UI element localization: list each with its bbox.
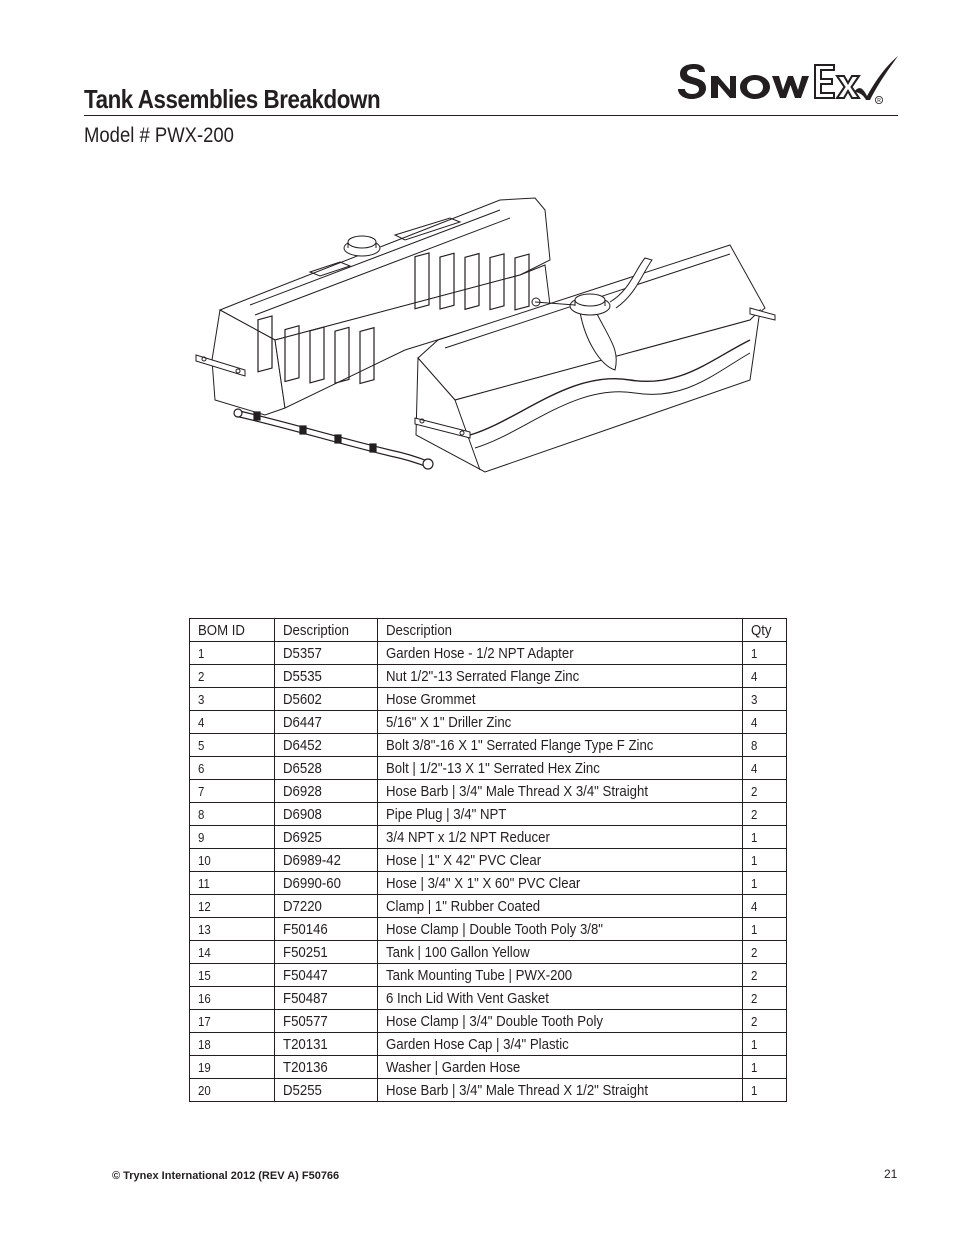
cell-qty: 1	[742, 918, 786, 941]
cell-bom-id: 20	[190, 1079, 275, 1102]
cell-bom-id: 9	[190, 826, 275, 849]
cell-qty: 1	[742, 872, 786, 895]
cell-part-number: D6447	[274, 711, 377, 734]
cell-part-number: D6528	[274, 757, 377, 780]
cell-qty: 3	[742, 688, 786, 711]
cell-description: Washer | Garden Hose	[378, 1056, 742, 1079]
cell-part-number: D5535	[274, 665, 377, 688]
cell-description: Clamp | 1" Rubber Coated	[378, 895, 742, 918]
cell-qty: 1	[742, 1056, 786, 1079]
cell-bom-id: 1	[190, 642, 275, 665]
cell-qty: 2	[742, 964, 786, 987]
cell-bom-id: 17	[190, 1010, 275, 1033]
cell-qty: 4	[742, 711, 786, 734]
cell-bom-id: 3	[190, 688, 275, 711]
table-row	[190, 895, 787, 918]
cell-part-number: F50447	[274, 964, 377, 987]
table-row	[190, 849, 787, 872]
cell-description: Bolt | 1/2"-13 X 1" Serrated Hex Zinc	[378, 757, 742, 780]
cell-bom-id: 2	[190, 665, 275, 688]
table-row	[190, 1079, 787, 1102]
header-description: Description	[378, 619, 742, 642]
cell-qty: 4	[742, 665, 786, 688]
cell-description: Hose Clamp | Double Tooth Poly 3/8"	[378, 918, 742, 941]
cell-part-number: D6928	[274, 780, 377, 803]
cell-part-number: D5357	[274, 642, 377, 665]
cell-description: 3/4 NPT x 1/2 NPT Reducer	[378, 826, 742, 849]
cell-bom-id: 5	[190, 734, 275, 757]
cell-qty: 1	[742, 826, 786, 849]
cell-qty: 4	[742, 895, 786, 918]
cell-qty: 2	[742, 941, 786, 964]
cell-description: Tank Mounting Tube | PWX-200	[378, 964, 742, 987]
footer-copyright: © Trynex International 2012 (REV A) F50766	[112, 1170, 340, 1182]
cell-description: Hose Barb | 3/4" Male Thread X 1/2" Straight	[378, 1079, 742, 1102]
cell-description: Hose Clamp | 3/4" Double Tooth Poly	[378, 1010, 742, 1033]
cell-bom-id: 4	[190, 711, 275, 734]
cell-part-number: F50577	[274, 1010, 377, 1033]
cell-description: Nut 1/2"-13 Serrated Flange Zinc	[378, 665, 742, 688]
cell-qty: 2	[742, 803, 786, 826]
cell-qty: 2	[742, 987, 786, 1010]
table-row	[190, 872, 787, 895]
header-part-number: Description	[274, 619, 377, 642]
table-row	[190, 757, 787, 780]
table-row	[190, 803, 787, 826]
cell-bom-id: 15	[190, 964, 275, 987]
cell-part-number: F50251	[274, 941, 377, 964]
cell-description: Bolt 3/8"-16 X 1" Serrated Flange Type F Zinc	[378, 734, 742, 757]
cell-description: Hose | 3/4" X 1" X 60" PVC Clear	[378, 872, 742, 895]
cell-bom-id: 8	[190, 803, 275, 826]
header-bom-id: BOM ID	[190, 619, 275, 642]
snowex-logo	[674, 52, 900, 108]
cell-part-number: D5255	[274, 1079, 377, 1102]
cell-description: 5/16" X 1" Driller Zinc	[378, 711, 742, 734]
cell-description: 6 Inch Lid With Vent Gasket	[378, 987, 742, 1010]
table-row	[190, 642, 787, 665]
table-row	[190, 665, 787, 688]
cell-qty: 1	[742, 642, 786, 665]
table-row	[190, 826, 787, 849]
table-row	[190, 734, 787, 757]
cell-description: Hose Barb | 3/4" Male Thread X 3/4" Straight	[378, 780, 742, 803]
cell-description: Hose | 1" X 42" PVC Clear	[378, 849, 742, 872]
cell-bom-id: 16	[190, 987, 275, 1010]
table-row	[190, 780, 787, 803]
cell-bom-id: 18	[190, 1033, 275, 1056]
connecting-hose	[234, 409, 433, 469]
cell-bom-id: 10	[190, 849, 275, 872]
cell-part-number: D7220	[274, 895, 377, 918]
cell-qty: 4	[742, 757, 786, 780]
cell-description: Garden Hose Cap | 3/4" Plastic	[378, 1033, 742, 1056]
cell-part-number: D6990-60	[274, 872, 377, 895]
header-rule	[84, 115, 898, 116]
table-row	[190, 688, 787, 711]
table-row	[190, 1010, 787, 1033]
cell-bom-id: 11	[190, 872, 275, 895]
cell-bom-id: 19	[190, 1056, 275, 1079]
tank-assembly-diagram	[190, 190, 780, 480]
cell-part-number: T20136	[274, 1056, 377, 1079]
cell-qty: 1	[742, 849, 786, 872]
cell-part-number: D6452	[274, 734, 377, 757]
cell-part-number: D6908	[274, 803, 377, 826]
cell-description: Hose Grommet	[378, 688, 742, 711]
table-row	[190, 711, 787, 734]
cell-bom-id: 7	[190, 780, 275, 803]
cell-bom-id: 12	[190, 895, 275, 918]
cell-bom-id: 13	[190, 918, 275, 941]
cell-description: Pipe Plug | 3/4" NPT	[378, 803, 742, 826]
cell-part-number: D6989-42	[274, 849, 377, 872]
cell-part-number: F50487	[274, 987, 377, 1010]
table-header-row	[190, 619, 787, 642]
header-qty: Qty	[742, 619, 786, 642]
cell-part-number: D6925	[274, 826, 377, 849]
bom-table	[189, 618, 787, 1102]
table-row	[190, 941, 787, 964]
cell-description: Garden Hose - 1/2 NPT Adapter	[378, 642, 742, 665]
svg-text:R: R	[877, 97, 881, 104]
cell-description: Tank | 100 Gallon Yellow	[378, 941, 742, 964]
cell-qty: 8	[742, 734, 786, 757]
cell-qty: 1	[742, 1033, 786, 1056]
cell-qty: 2	[742, 1010, 786, 1033]
cell-part-number: D5602	[274, 688, 377, 711]
cell-qty: 2	[742, 780, 786, 803]
page-title: Tank Assemblies Breakdown	[84, 84, 381, 114]
table-row	[190, 964, 787, 987]
table-row	[190, 918, 787, 941]
cell-bom-id: 6	[190, 757, 275, 780]
table-row	[190, 987, 787, 1010]
cell-part-number: F50146	[274, 918, 377, 941]
cell-part-number: T20131	[274, 1033, 377, 1056]
table-row	[190, 1056, 787, 1079]
cell-bom-id: 14	[190, 941, 275, 964]
model-subtitle: Model # PWX-200	[84, 124, 234, 147]
table-row	[190, 1033, 787, 1056]
cell-qty: 1	[742, 1079, 786, 1102]
page-number: 21	[884, 1167, 898, 1181]
